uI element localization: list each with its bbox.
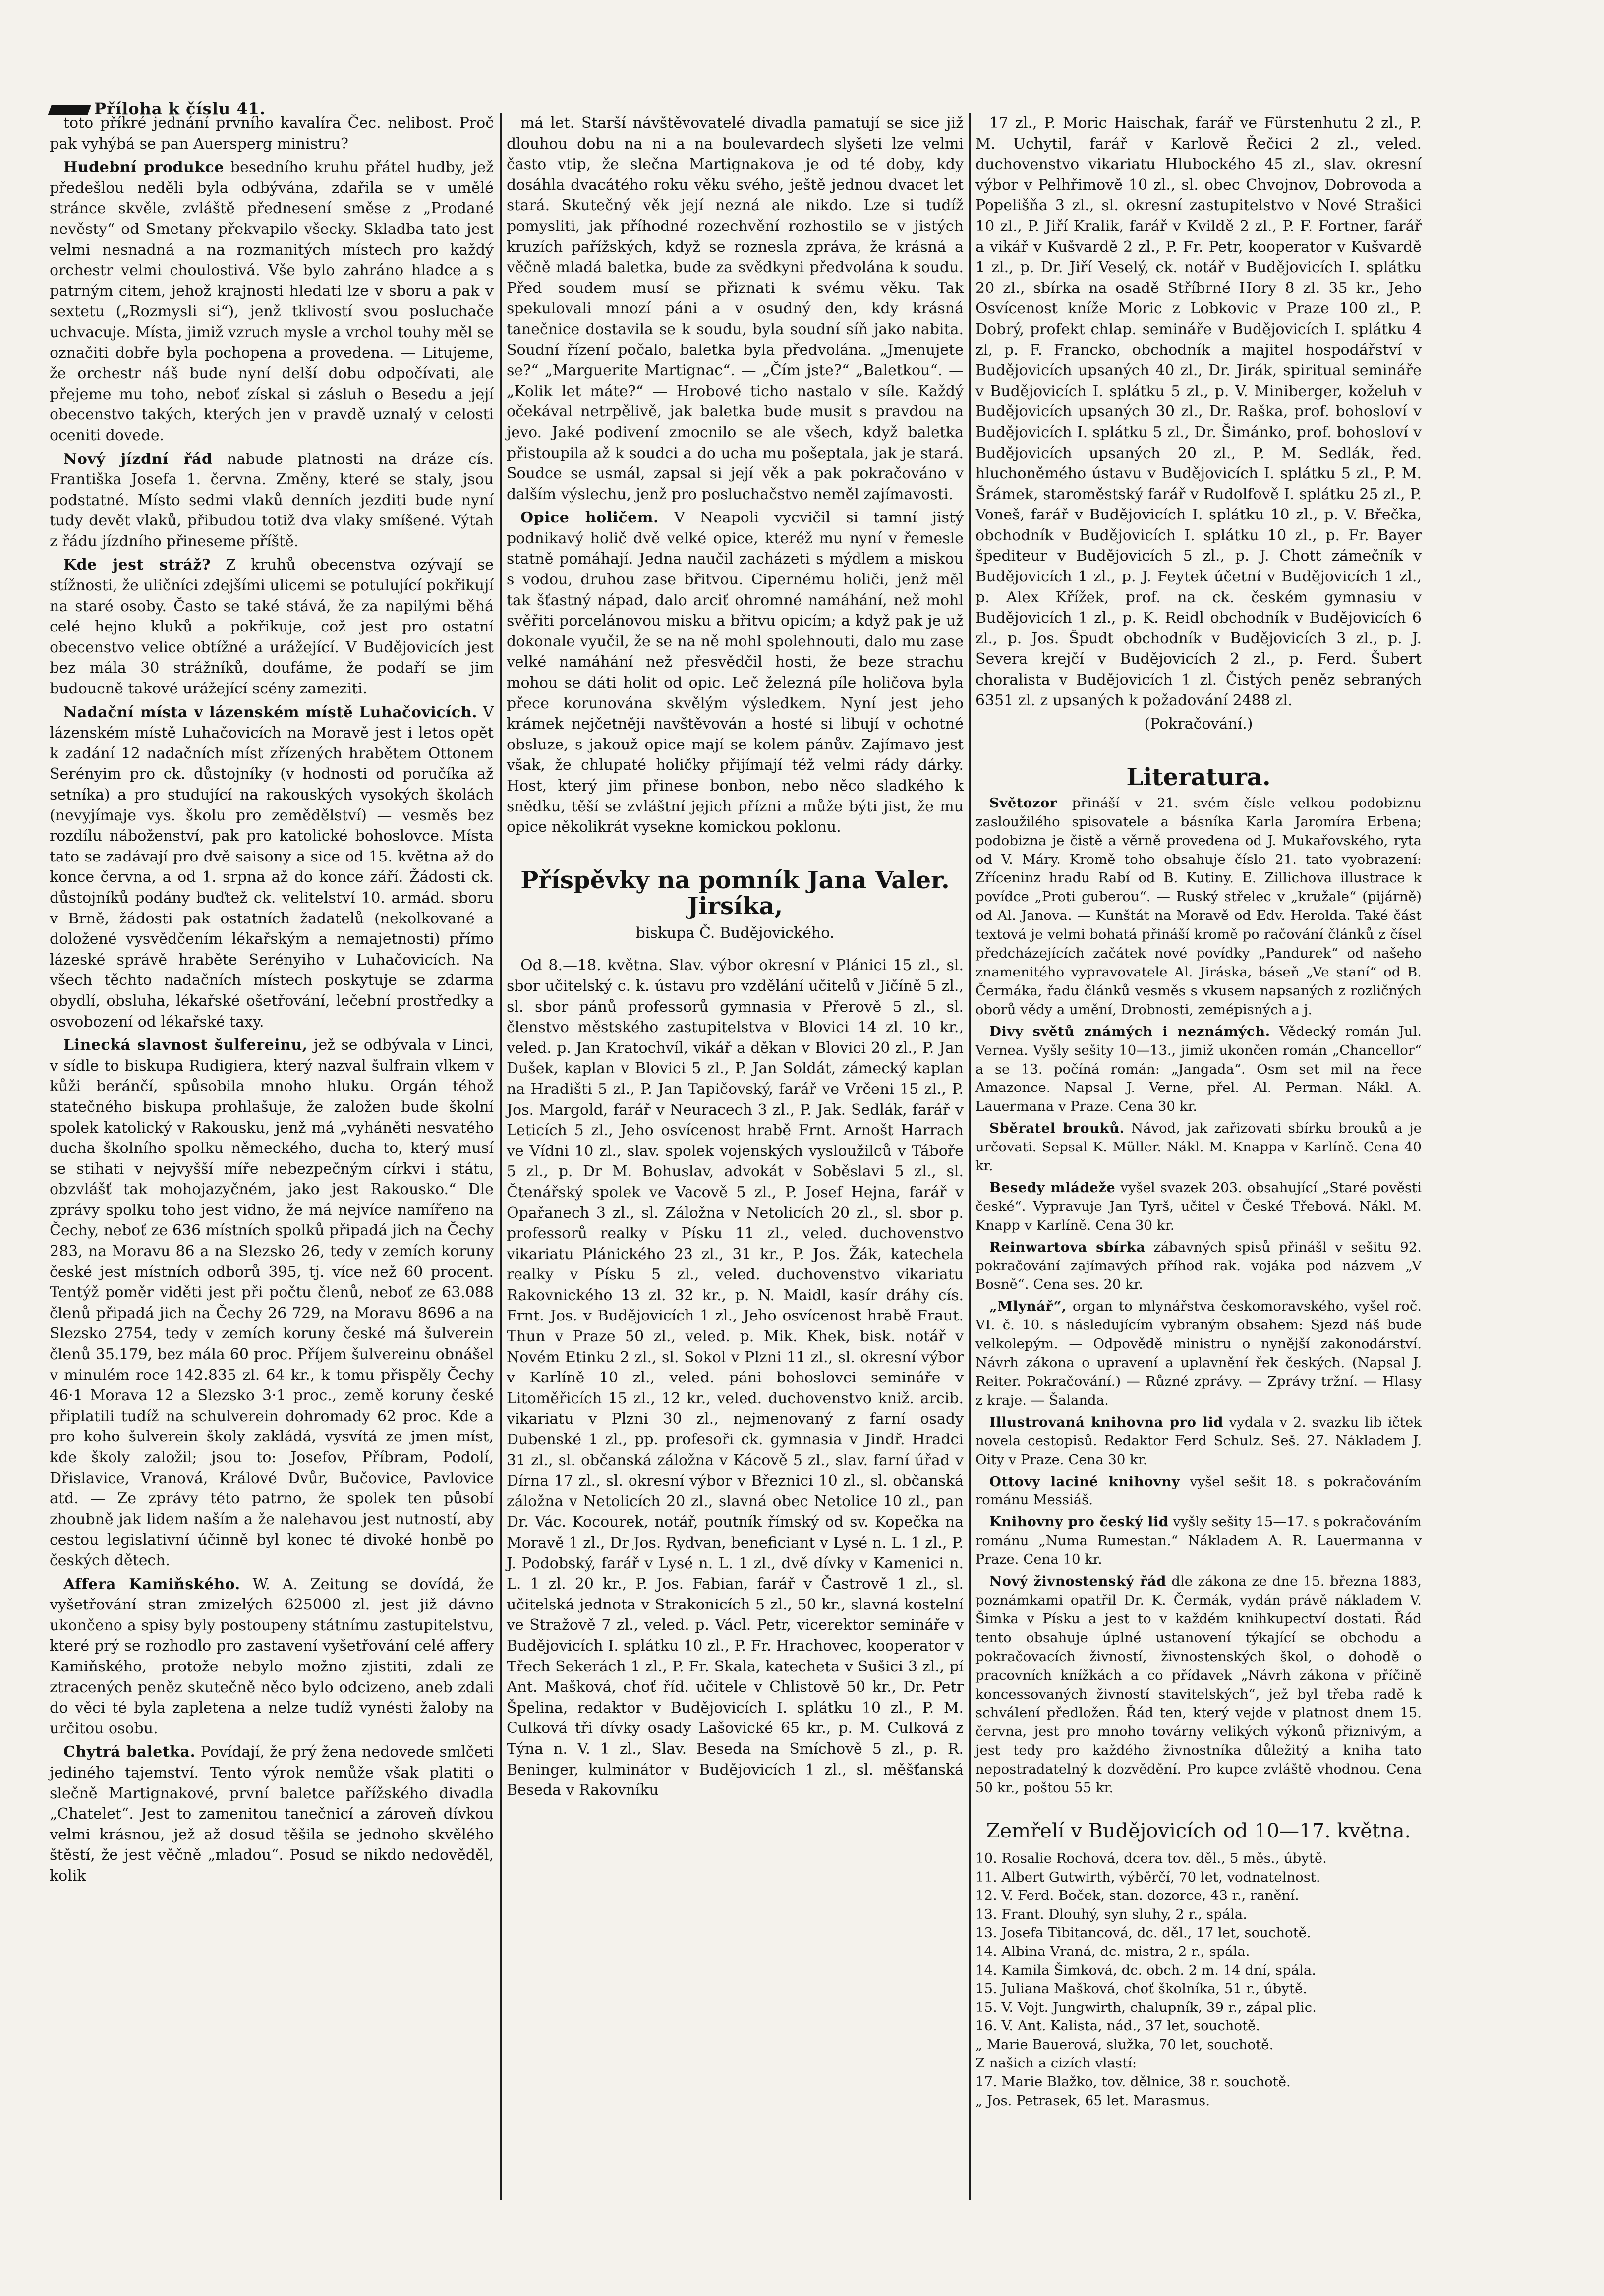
article-paragraph	[975, 1023, 1422, 1117]
article-paragraph	[50, 449, 494, 552]
article-lead: Nadační místa v lázenském místě Luhačovicích.	[63, 703, 477, 721]
article-lead: Kde jest stráž?	[63, 556, 211, 574]
article-lead: Reinwartova sbírka	[989, 1239, 1146, 1255]
death-entry: 15. Juliana Mašková, choť školníka, 51 r., úbytě.	[975, 1981, 1307, 1997]
death-entry: 12. V. Ferd. Boček, stan. dozorce, 43 r., ranění.	[975, 1888, 1299, 1904]
article-lead: „Mlynář“,	[989, 1298, 1067, 1315]
column-rule-1	[500, 113, 502, 2200]
article-lead: Světozor	[989, 795, 1057, 811]
article-paragraph	[50, 157, 494, 446]
article-lead: Affera Kamiňského.	[63, 1575, 240, 1593]
article-paragraph	[975, 1473, 1422, 1510]
article-paragraph	[507, 113, 964, 505]
column-2	[507, 113, 964, 1804]
article-lead: Hudební produkce	[63, 159, 224, 176]
article-text: toto příkré jednání prvního kavalíra Čec. nelibost. Proč pak vyhýbá se pan Auersperg ministru?	[50, 115, 494, 153]
article-text: Návod, jak zařizovati sbírku brouků a je určovati. Sepsal K. Müller. Nákl. M. Knappa v Karlíně. Cena 40 kr.	[975, 1120, 1422, 1174]
section-heading: Zemřelí v Budějovicích od 10—17. května.	[986, 1819, 1411, 1842]
article-lead: Besedy mládeže	[989, 1179, 1116, 1196]
article-paragraph	[975, 1572, 1422, 1798]
article-paragraph	[975, 794, 1422, 1020]
article-text: V lázenském místě Luhačovicích na Moravě jest i letos opět k zadání 12 nadačních míst zřízených hrabětem Ottonem Serényim pro ck. důstojníky (v hodnosti od poručíka až setníka) a pro studující na rakouských vysokých školách (nevyjímaje vys. školu pro zemědělství) — vesměs bez rozdílu náboženství, pak pro katolické bohoslovce. Místa tato se zadávají pro dvě saisony a sice od 15. května až do konce června, a od 1. srpna až do konce září. Žádosti ck. důstojníků podány buďtež ck. velitelství 10. armád. sboru v Brně, žádosti pak ostatních žadatelů (nekolkované a doložené vysvědčením lékařským a nemajetnosti) přímo lázeské správě hraběte Serényiho v Luhačovicích. Na všech těchto nadačních místech poskytuje se zdarma obydlí, obsluha, lékařské ošetřování, lečební prostředky a osvobození od lékařské taxy.	[50, 703, 494, 1031]
section-heading: Literatura.	[1126, 763, 1271, 791]
article-text: nabude platnosti na dráze cís. Františka Josefa 1. června. Změny, které se staly, jsou podstatné. Místo sedmi vlaků denních jezditi bude nyní tudy devět vlaků, přibudou totiž dva vlaky smíšené. Výtah z řádu jízdního přineseme příště.	[50, 450, 494, 550]
column-1	[50, 113, 494, 1889]
article-text: W. A. Zeitung se dovídá, že vyšetřování stran zmizelých 625000 zl. jest již dávno ukončeno a spisy byly postoupeny státnímu zastupitelstvu, které prý se rozhodlo pro zastavení vyšetřování celé affery Kamiňského, protože nebylo možno zjistiti, zdali ze ztracených peněz skutečně něco bylo odcizeno, aneb zdali do věci té byla zapletena a nelze tudíž vynésti žaloby na určitou osobu.	[50, 1575, 494, 1737]
article-paragraph	[50, 113, 494, 154]
article-paragraph	[507, 508, 964, 838]
article-text: V Neapoli vycvičil si tamní jistý podnikavý holič dvě velké opice, kteréž mu nyní v řemesle statně pomáhají. Jedna naučil zacházeti s mýdlem a miskou s vodou, druhou zase břitvou. Cipernému holiči, jenž měl tak šťastný nápad, dalo arciť ohromné namáhání, než mohl svěřiti porcelánovou misku a břitvu opicím; a když pak je už dokonale vyučil, že se na ně mohl spolehnouti, dalo mu zase velké namáhání než přesvědčil hosti, že beze strachu mohou se dáti holit od opic. Leč železná píle holičova byla přece korunována skvělým výsledkem. Nyní jest jeho krámek nejčetněji navštěvován a hosté si libují v ochotné obsluze, s jakouž opice mají se kolem pánův. Zajímavo jest však, že chlupaté holičky přijímají též velmi rády dárky. Host, který jim přinese bonbon, nebo něco sladkého k snědku, těší se zvláštní jejich přízni a může býti jist, že mu opice několikrát vysekne komickou poklonu.	[507, 509, 964, 836]
article-text: zábavných spisů přinášl v sešitu 92. pokračování zajímavých příhod rak. vojáka pod názvem „V Bosně“. Cena ses. 20 kr.	[975, 1239, 1422, 1293]
article-paragraph	[975, 1297, 1422, 1410]
article-text: má let. Starší návštěvovatelé divadla pamatují se sice již dlouhou dobu na ni a na boulevardech slyšeti lze velmi často vtip, že slečna Martignakova je od té doby, kdy dosáhla dvacátého roku věku svého, ještě jednou dvacet let stará. Skutečný věk její nezná ale nikdo. Lze si tudíž pomysliti, jak příhodné rozechvění rozhostilo se v jistých kruzích pařížských, když se roznesla zpráva, že krásná a věčně mladá baletka, bude za svědkyni předvolána k soudu. Před soudem musí se přiznati k svému věku. Tak spekulovali mnozí páni a v osudný den, kdy krásná tanečnice dostavila se k soudu, byla soudní síň jako nabita. Soudní řízení počalo, baletka byla předvolána. „Jmenujete se?“ „Marguerite Martignac“. — „Čím jste?“ „Baletkou“. — „Kolik let máte?“ — Hrobové ticho nastalo v síle. Každý očekával netrpělivě, jak baletka bude musit s pravdou na jevo. Jaké podivení zmocnilo se ale všech, když baletka přistoupila až k soudci a do ucha mu pošeptala, jak je stará. Soudce se usmál, zapsal si její věk a pak pokračováno v dalším výslechu, jenž pro posluchačstvo neměl zajímavosti.	[507, 115, 964, 503]
article-lead: Chytrá baletka.	[63, 1743, 196, 1761]
article-paragraph	[50, 702, 494, 1033]
section-subheading: biskupa Č. Budějovického.	[635, 924, 835, 942]
article-text: vyšel svazek 203. obsahující „Staré pověsti české“. Vypravuje Jan Tyrš, učitel v České Třebová. Nákl. M. Knapp v Karlíně. Cena 30 kr.	[975, 1179, 1422, 1233]
death-entry: 13. Frant. Dlouhý, syn sluhy, 2 r., spála.	[975, 1906, 1247, 1922]
article-paragraph	[50, 1742, 494, 1886]
column-3	[975, 113, 1422, 2110]
article-lead: Nový živnostenský řád	[989, 1573, 1166, 1590]
article-lead: Divy světů známých i neznámých.	[989, 1023, 1270, 1039]
article-paragraph	[50, 1574, 494, 1739]
article-paragraph	[50, 555, 494, 699]
article-text: vyšel sešit 18. s pokračováním románu Messiáš.	[975, 1473, 1422, 1508]
article-lead: Illustrovaná knihovna pro lid	[989, 1414, 1224, 1430]
article-text: vydala v 2. svazku lib ičtek novela cestopisů. Redaktor Ferd Schulz. Seš. 27. Nákladem J. Oity v Praze. Cena 30 kr.	[975, 1414, 1422, 1468]
article-text: přináší v 21. svém čísle velkou podobiznu zasloužilého spisovatele a básníka Karla Jaromíra Erbena; podobizna je čistě a věrně provedena od J. Mukařovského, ryta od V. Máry. Kromě toho obsahuje číslo 21. tato vyobrazení: Zříceninz hradu Rabí od B. Kutiny. E. Zillichova illustrace k povídce „Proti guberou“. — Ruský střelec v „kružale“ (pijárně) od Al. Janova. — Kunštát na Moravě od Edv. Herolda. Také část textová je velmi bohatá přináší kromě po račování článků z čísel předcházejících začátek nové povídky „Pandurek“ od našeho znamenitého vypravovatele Al. Jiráska, báseň „Ve staní“ od B. Čermáka, řadu článků vesměs s vkusem napsaných z rozličných oborů vědy a umění, Drobnosti, zemépisných a j.	[975, 795, 1422, 1018]
death-entry: 15. V. Vojt. Jungwirth, chalupník, 39 r., zápal plic.	[975, 1999, 1317, 2015]
article-text: organ to mlynářstva českomoravského, vyšel roč. VI. č. 10. s následujícím vybraným obsahem: Sjezd náš bude velkolepým. — Odpovědě ministru o nynější zakonodárství. Návrh zákona o upravení a uplavnění řek českých. (Napsal J. Reiter. Pokračování.) — Různé zprávy. — Zprávy tržní. — Hlasy z kraje. — Šalanda.	[975, 1298, 1422, 1408]
article-lead: Nový jízdní řád	[63, 450, 213, 468]
article-paragraph	[975, 1413, 1422, 1470]
death-entry: 10. Rosalie Rochová, dcera tov. děl., 5 měs., úbytě.	[975, 1850, 1327, 1866]
article-paragraph	[975, 113, 1422, 711]
article-text: besedního kruhu přátel hudby, jež předešlou neděli byla odbývána, zdařila se v umělé stránce skvěle, zvláště přednesení směse z „Prodané nevěsty“ od Smetany překvapilo všecky. Skladba tato jest velmi nesnadná a na rozmanitých místech pro každý orchestr velmi choulostivá. Vše bylo zahráno hladce a s patrným citem, jehož krajnosti hledati lze v sboru a pak v sextetu („Rozmysli si“), jenž tklivostí svou posluchače uchvacuje. Místa, jimiž vzruch mysle a vrchol touhy měl se označiti dobře byla pochopena a provedena. — Litujeme, že orchestr náš bude nyní delší dobu odpočívati, ale přejeme mu toho, neboť získal si zásluh o Besedu a její obecenstvo takých, kterých jen v pravdě uznalý v celosti oceniti dovede.	[50, 159, 494, 444]
article-lead: Opice holičem.	[520, 509, 659, 527]
article-paragraph	[507, 955, 964, 1800]
death-entry: „ Marie Bauerová, služka, 70 let, souchotě.	[975, 2036, 1274, 2053]
article-text: vyšly sešity 15—17. s pokračováním románu „Numa Rumestan.“ Nákladem A. R. Lauermanna v Praze. Cena 10 kr.	[975, 1514, 1422, 1568]
article-text: jež se odbývala v Linci, v sídle to biskupa Rudigiera, který nazval šulfrain vlkem v kůži beránčí, spůsobila mnoho hluku. Orgán téhož statečného biskupa prohlašuje, že založen bude školní spolek katolický v Rakousku, jenž má „vyháněti nesvatého ducha školního spolku německého, ducha to, který musí se stihati v nejvyšší míře nebezpečným církvi i státu, obzvlášť tak mohojazyčném, jako jest Rakousko.“ Dle zprávy spolku toho jest vidno, že má nejvíce namířeno na Čechy, neboť ze 636 místních spolků připadá jich na Čechy 283, na Moravu 86 a na Slezsko 26, tedy v zemích koruny české jest místních odborů 395, tj. více než 60 procent. Tentýž poměr viděti jest při počtu členů, neboť ze 63.088 členů připadá jich na Čechy 26 729, na Moravu 8696 a na Slezsko 2754, tedy v zemích koruny české má šulverein členů 35.179, bez mála 60 proc. Příjem šulvereinu obnášel v minulém roce 142.835 zl. 64 kr., k tomu přispěly Čechy 46·1 Morava 12 a Slezsko 3·1 proc., země koruny české připlatili tudíž na schulverein dohromady 62 proc. Kde a pro koho šulverein školy zakládá, vysvítá ze jmen míst, kde školy založil; jsou to: Josefov, Příbram, Podolí, Dřislavice, Vranová, Králové Dvůr, Bučovice, Pavlovice atd. — Ze zprávy této patrno, že spolek ten působí zhoubně jak lidem naším a že nalehavou jest nutností, aby cestou legislativní účinně byl konec té divoké honbě po českých dětech.	[50, 1036, 494, 1569]
deaths-list	[975, 1849, 1422, 2110]
article-paragraph	[975, 1119, 1422, 1176]
article-text: Z kruhů obecenstva ozývají se stížnosti, že uličníci zdejšími ulicemi se potulující pokřikují na staré osoby. Často se také stává, že za napilými běhá celé hejno kluků a pokřikuje, což jest pro ostatní obecenstvo velice obtížné a urážející. V Budějovicích jest bez mála 30 strážníků, doufáme, že podaří se jim budoucně takové urážející scény zameziti.	[50, 556, 494, 698]
death-entry: 16. V. Ant. Kalista, nád., 37 let, souchotě.	[975, 2018, 1260, 2034]
article-lead: Knihovny pro český lid	[989, 1514, 1169, 1530]
article-lead: Linecká slavnost šulfereinu,	[63, 1036, 308, 1054]
header-title: Příloha k číslu 41.	[94, 99, 266, 118]
continuation-note: (Pokračování.)	[1144, 715, 1253, 733]
death-entry: 14. Albina Vraná, dc. mistra, 2 r., spála.	[975, 1943, 1250, 1959]
article-text: 17 zl., P. Moric Haischak, farář ve Fürstenhutu 2 zl., P. M. Uchytil, farář v Karlově Řečici 2 zl., veled. duchovenstvo vikariatu Hlubockého 45 zl., slav. okresní výbor v Pelhřimově 10 zl., sl. obec Chvojnov, Dobrovoda a Popelišňa 3 zl., sl. okresní zastupitelstvo v Nové Strašici 10 zl., P. Jiří Kralik, farář v Kvildě 2 zl., P. F. Fortner, farář a vikář v Kušvardě 2 zl., P. Fr. Petr, kooperator v Kušvardě 1 zl., p. Dr. Jiří Veselý, ck. notář v Budějovicích I. splátku 20 zl., sbírka na osadě Stříbrné Hory 8 zl. 35 kr., Jeho Osvícenost kníže Moric z Lobkovic v Praze 100 zl., P. Dobrý, profekt chlap. semináře v Budějovicích I. splátku 4 zl, p. F. Francko, obchodník a majitel hospodářství v Budějovicích upsaných 40 zl., Dr. Jirák, spiritual semináře v Budějovicích I. splátku 5 zl., p. V. Miniberger, koželuh v Budějovicích upsaných 30 zl., Dr. Raška, prof. bohosloví v Budějovicích I. splátku 5 zl., Dr. Šimánko, prof. bohosloví v Budějovicích upsaných 20 zl., P. M. Sedlák, řed. hluchoněmého ústavu v Budějovicích I. splátku 5 zl., P. M. Šrámek, staroměstský farář v Rudolfově I. splátku 25 zl., P. Voneš, farář v Budějovicích I. splátku 10 zl., p. V. Břečka, obchodník v Budějovicích I. splátku 10 zl., p. Fr. Bayer špediteur v Budějovicích 5 zl., p. J. Chott zámečník v Budějovicích 1 zl., p. J. Feytek účetní v Budějovicích 1 zl., p. Alex Křížek, prof. na ck. českém gymnasiu v Budějovicích 1 zl., p. K. Reidl obchodník v Budějovicích 6 zl., p. Jos. Špudt obchodník v Budějovicích 3 zl., p. J. Severa krejčí v Budějovicích 2 zl., p. Ferd. Šubert choralista v Budějovicích 1 zl. Čistých peněz sebraných 6351 zl. z upsaných k požadování 2488 zl.	[975, 115, 1422, 709]
death-entry: 13. Josefa Tibitancová, dc. děl., 17 let, souchotě.	[975, 1925, 1311, 1941]
article-text: Od 8.—18. května. Slav. výbor okresní v Plánici 15 zl., sl. sbor učitelský c. k. ústavu pro vzdělání učitelů v Jičíně 5 zl., sl. sbor pánů professorů gymnasia v Přerově 5 zl., sl. členstvo městského zastupitelstva v Blovici 14 zl. 10 kr., veled. p. Jan Kratochvíl, vikář a děkan v Blovici 20 zl., P. Jan Dušek, kaplan v Blovici 5 zl., P. Jan Soldát, zámecký kaplan na Hradišti 5 zl., P. Jan Tapičovský, farář ve Vrčeni 15 zl., P. Jos. Margold, farář v Neuracech 3 zl., P. Jak. Sedlák, farář v Leticích 5 zl., Jeho osvícenost hrabě Frnt. Arnošt Harrach ve Vídni 10 zl., slav. spolek vojenských vysloužilců v Táboře 5 zl., p. Dr M. Bohuslav, advokát v Soběslavi 5 zl., sl. Čtenářský spolek ve Vacově 5 zl., P. Josef Hejna, farář v Opařanech 3 zl., sl. Záložna v Netolicích 20 zl., sl. sbor p. professorů realky v Písku 11 zl., veled. duchovenstvo vikariatu Plánického 23 zl., 31 kr., P. Jos. Žák, katechela realky v Písku 5 zl., veled. duchovenstvo vikariatu Rakovnického 13 zl. 32 kr., p. N. Maidl, kasír dráhy cís. Frnt. Jos. v Budějovicích 1 zl., Jeho osvícenost hrabě Fraut. Thun v Praze 50 zl., veled. p. Mik. Khek, bisk. notář v Novém Etinku 2 zl., sl. Sokol v Plzni 11 zl., sl. okresní výbor v Karlíně 10 zl., veled. páni bohoslovci semináře v Litoměřicích 15 zl., 12 kr., veled. duchovenstvo kniž. arcib. vikariatu v Plzni 30 zl., nejmenovaný z farní osady Dubenské 1 zl., pp. profesoři ck. gymnasia v Jindř. Hradci 31 zl., sl. občanská záložna v Kácově 5 zl., slav. farní úřad v Dírna 17 zl., sl. okresní výbor v Březnici 10 zl., sl. občanská záložna v Netolicích 20 zl., slavná obec Netolice 10 zl., pan Dr. Vác. Kocourek, notář, poutník římský od sv. Kopečka na Moravě 1 zl., Dr Jos. Rydvan, beneficiant v Lysé n. L. 1 zl., P. J. Podobský, farář v Lysé n. L. 1 zl., dvě dívky v Kamenici n. L. 1 zl. 20 kr., P. Jos. Fabian, farář v Častrově 1 zl., sl. učitelská jednota v Strakonicích 5 zl., 50 kr., slavná kostelní ve Stražově 7 zl., veled. p. Václ. Petr, vicerektor semináře v Budějovicích I. splátku 10 zl., P. Fr. Hrachovec, kooperator v Třech Sekerách 1 zl., P. Fr. Skala, katecheta v Sušici 3 zl., pí Ant. Mašková, choť říd. učitele v Chlistově 50 kr., Dr. Petr Špelina, redaktor v Budějovicích I. splátku 10 zl., P. M. Culková tři dívky osady Lašovické 65 kr., p. M. Culková z Týna n. V. 1 zl., Slav. Beseda na Smíchově 5 zl., p. R. Beninger, kulminátor v Budějovicích 1 zl., sl. měšťanská Beseda v Rakovníku	[507, 957, 964, 1799]
death-entry: 14. Kamila Šimková, dc. obch. 2 m. 14 dní, spála.	[975, 1962, 1316, 1978]
section-heading: Příspěvky na pomník Jana Valer. Jirsíka,	[520, 866, 950, 920]
article-lead: Sběratel brouků.	[989, 1120, 1125, 1137]
article-lead: Ottovy laciné knihovny	[989, 1473, 1180, 1490]
death-entry: Z našich a cizích vlastí:	[975, 2055, 1137, 2071]
article-paragraph	[975, 1513, 1422, 1569]
death-entry: „ Jos. Petrasek, 65 let. Marasmus.	[975, 2092, 1210, 2109]
death-entry: 17. Marie Blažko, tov. dělnice, 38 r. souchotě.	[975, 2074, 1291, 2090]
column-rule-2	[969, 113, 971, 2200]
death-entry: 11. Albert Gutwirth, výběrčí, 70 let, vodnatelnost.	[975, 1869, 1320, 1885]
article-text: dle zákona ze dne 15. března 1883, poznámkami opatřil Dr. K. Čermák, vydán právě nákladem V. Šimka v Písku a jest to v každém knihkupectví dostati. Řád tento obsahuje úplné ustanovení týkající se obchodu a pokračovacích živností, živnostenských škol, o dohodě o pracovních knížkách a co přídavek „Návrh zákona v příčině koncessovaných živností stavitelských“, jež byl třeba radě k schválení předložen. Řád ten, který vejde v platnost dnem 15. června, jest pro mnoho továrny velikých výkonů přiznivým, a jest tedy pro každého živnostníka důležitý a kniha tato nepostradatelný k dozvědění. Pro kupce zvláště vhodnou. Cena 50 kr., poštou 55 kr.	[975, 1573, 1422, 1796]
article-paragraph	[975, 1238, 1422, 1295]
article-paragraph	[50, 1035, 494, 1571]
article-text: Vědecký román Jul. Vernea. Vyšly sešity 10—13., jimiž ukončen román „Chancellor“ a se 13. počíná román: „Jangada“. Osm set mil na řece Amazonce. Napsal J. Verne, přel. Al. Perman. Nákl. A. Lauermana v Praze. Cena 30 kr.	[975, 1023, 1422, 1115]
article-text: Povídají, že prý žena nedovede smlčeti jediného tajemství. Tento výrok nemůže však platiti o slečně Martignakové, první baletce pařížského divadla „Chatelet“. Jest to zamenitou tanečnicí a zároveň dívkou velmi krásnou, jež až dosud těšila se jednoho skvělého štěstí, že jest věčně „mladou“. Posud se nikdo nedověděl, kolik	[50, 1743, 494, 1885]
article-paragraph	[975, 1179, 1422, 1235]
